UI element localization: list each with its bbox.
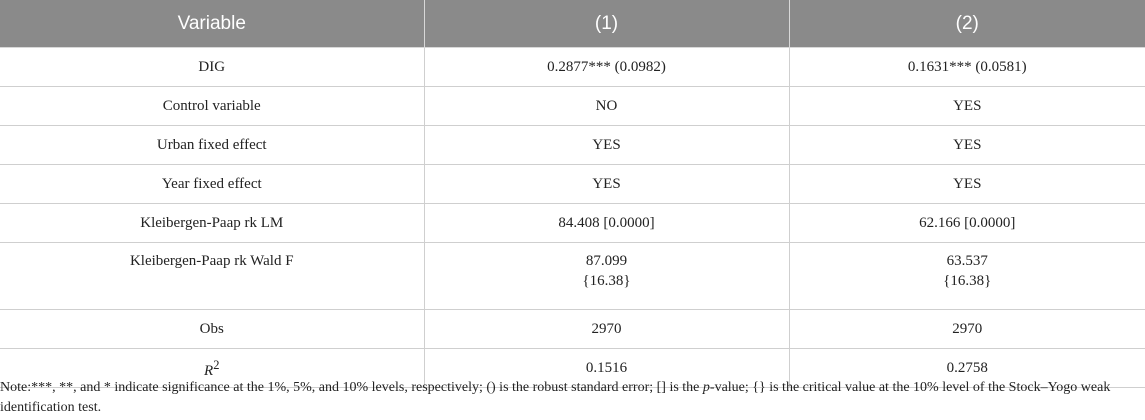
note-text-2: -value; {} is the critical value at the 10% level of the Stock–Yogo weak identification test. <box>0 380 1111 415</box>
row-label: Year fixed effect <box>0 165 424 204</box>
table-row <box>0 165 1145 204</box>
r-squared-symbol: R <box>204 363 214 379</box>
cell-col-1: YES <box>424 165 789 204</box>
cell-col-2: YES <box>789 126 1145 165</box>
note-text-1: Note:***, **, and * indicate significance at the 1%, 5%, and 10% levels, respectively; () is the robust standard error; [] is the <box>0 380 703 395</box>
cell-value: 63.537 <box>946 253 988 269</box>
row-label: Obs <box>0 310 424 349</box>
cell-col-2: 62.166 [0.0000] <box>789 204 1145 243</box>
header-col-1: (1) <box>424 0 789 48</box>
table-row <box>0 87 1145 126</box>
cell-col-2: 0.1631*** (0.0581) <box>789 48 1145 87</box>
cell-col-2 <box>789 243 1145 310</box>
row-label: Kleibergen-Paap rk LM <box>0 204 424 243</box>
table-row <box>0 310 1145 349</box>
cell-col-2: 2970 <box>789 310 1145 349</box>
cell-col-1: NO <box>424 87 789 126</box>
row-label: Urban fixed effect <box>0 126 424 165</box>
cell-col-1: 0.2877*** (0.0982) <box>424 48 789 87</box>
cell-value: 87.099 <box>585 253 628 269</box>
header-col-2: (2) <box>789 0 1145 48</box>
table-row <box>0 48 1145 87</box>
cell-col-2: YES <box>789 87 1145 126</box>
cell-col-1: 2970 <box>424 310 789 349</box>
row-label: Kleibergen-Paap rk Wald F <box>0 243 424 310</box>
table-row <box>0 204 1145 243</box>
cell-col-1: YES <box>424 126 789 165</box>
row-label: DIG <box>0 48 424 87</box>
cell-col-1: 84.408 [0.0000] <box>424 204 789 243</box>
table-note <box>0 378 1145 418</box>
cell-col-1: 0.1516 <box>424 349 789 388</box>
r-squared-exponent: 2 <box>213 358 220 372</box>
cell-col-2: 0.2758 <box>789 349 1145 388</box>
cell-critical-value: {16.38} <box>582 273 631 289</box>
cell-col-1 <box>424 243 789 310</box>
header-variable: Variable <box>0 0 424 48</box>
header-row <box>0 0 1145 48</box>
table-row <box>0 243 1145 310</box>
table-row <box>0 126 1145 165</box>
note-p-italic: p <box>702 380 710 395</box>
row-label: Control variable <box>0 87 424 126</box>
cell-col-2: YES <box>789 165 1145 204</box>
cell-critical-value: {16.38} <box>943 273 992 289</box>
